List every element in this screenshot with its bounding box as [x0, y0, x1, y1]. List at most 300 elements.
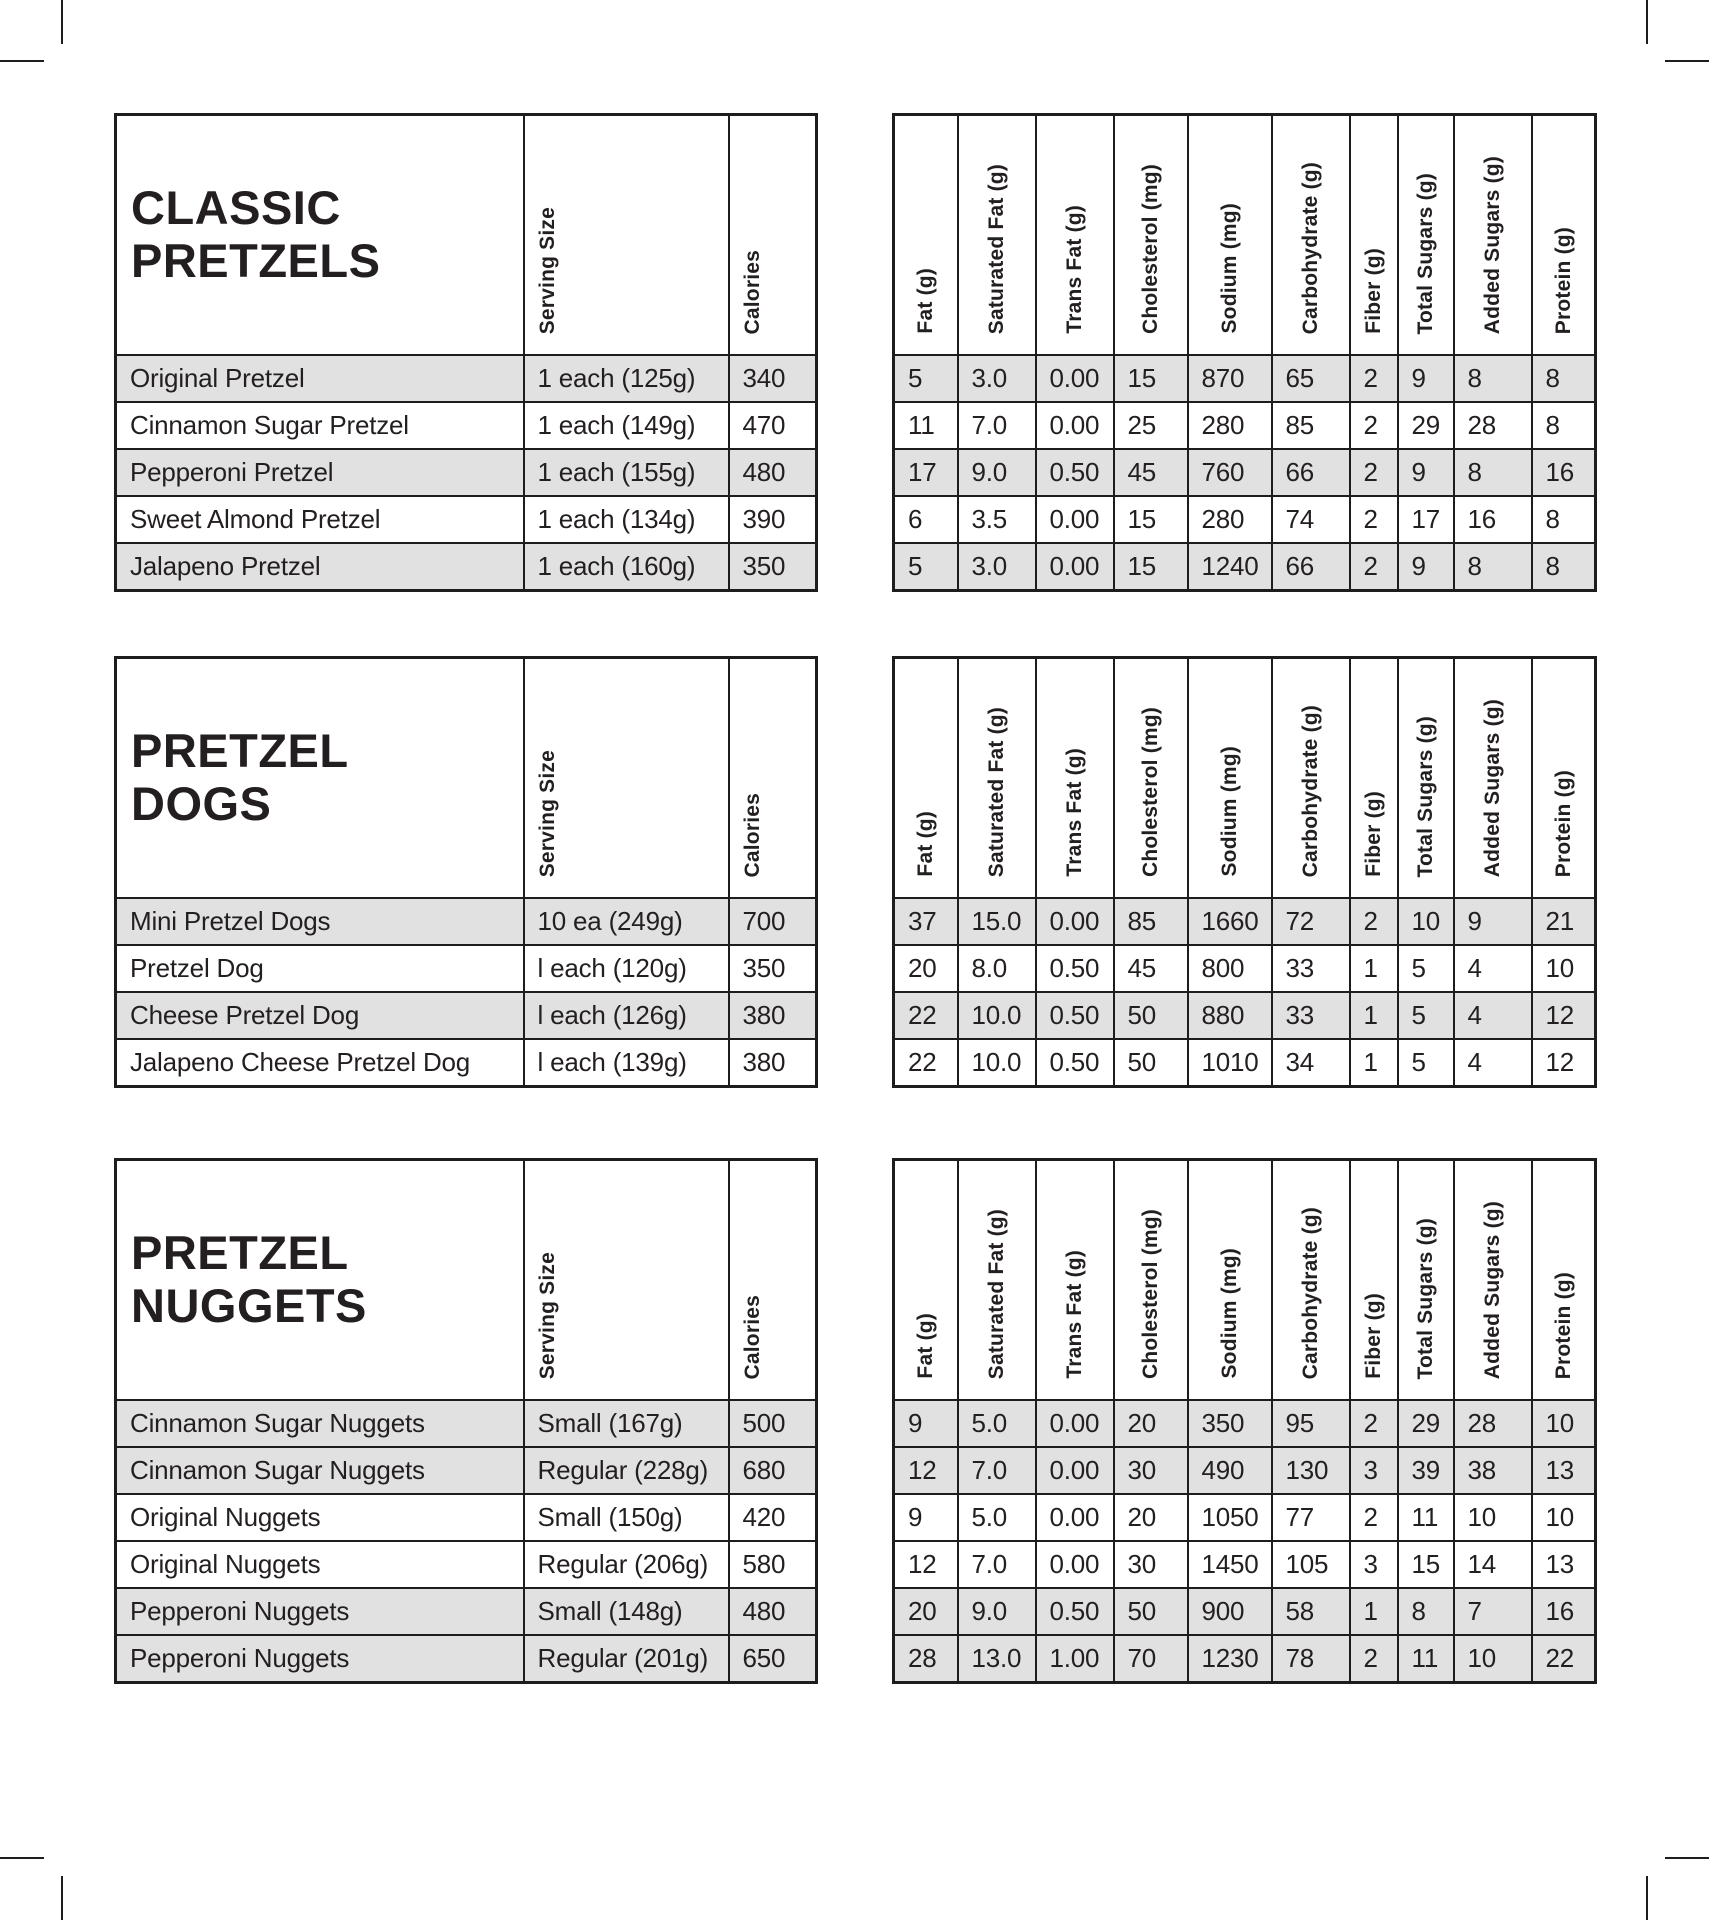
nutrient-value-cell: 29 — [1398, 1400, 1454, 1447]
nutrient-value-cell: 1230 — [1188, 1635, 1272, 1683]
nutrient-value-cell: 6 — [894, 496, 958, 543]
nutrient-header-label: Fiber (g) — [1362, 791, 1385, 877]
nutrient-value-cell: 22 — [1532, 1635, 1596, 1683]
nutrient-value-cell: 1 — [1350, 945, 1398, 992]
table-row — [116, 1494, 817, 1541]
nutrient-header-label: Trans Fat (g) — [1063, 1250, 1086, 1379]
table-row — [894, 1494, 1596, 1541]
nutrient-value-cell: 30 — [1114, 1541, 1188, 1588]
section-title-line: DOGS — [131, 777, 272, 830]
crop-mark-top-left-vertical — [61, 0, 63, 44]
col-header-saturated-fat-g — [958, 115, 1036, 356]
nutrient-value-cell: 1660 — [1188, 898, 1272, 945]
nutrient-value-cell: 85 — [1114, 898, 1188, 945]
section-title-line: PRETZEL — [131, 724, 349, 778]
nutrient-header-label: Cholesterol (mg) — [1139, 706, 1162, 877]
nutrient-header-label: Added Sugars (g) — [1481, 1200, 1504, 1379]
nutrient-value-cell: 16 — [1532, 1588, 1596, 1635]
nutrient-header-label: Saturated Fat (g) — [985, 1208, 1008, 1379]
item-name-cell: Cinnamon Sugar Nuggets — [116, 1400, 524, 1447]
serving-size-cell: l each (139g) — [524, 1039, 729, 1087]
nutrient-header-label: Carbohydrate (g) — [1299, 704, 1322, 877]
nutrient-header-label: Fiber (g) — [1362, 248, 1385, 334]
nutrient-value-cell: 50 — [1114, 1039, 1188, 1087]
nutrient-value-cell: 1 — [1350, 1588, 1398, 1635]
nutrient-value-cell: 0.00 — [1036, 402, 1114, 449]
nutrient-header-label: Protein (g) — [1551, 1271, 1575, 1379]
item-name-cell: Pretzel Dog — [116, 945, 524, 992]
col-header-protein-g — [1532, 115, 1596, 356]
serving-size-cell: Regular (228g) — [524, 1447, 729, 1494]
nutrient-value-cell: 8.0 — [958, 945, 1036, 992]
nutrient-value-cell: 280 — [1188, 402, 1272, 449]
serving-size-cell: l each (126g) — [524, 992, 729, 1039]
table-row — [894, 496, 1596, 543]
nutrient-value-cell: 39 — [1398, 1447, 1454, 1494]
nutrient-value-cell: 8 — [1532, 543, 1596, 591]
items-table-classic-pretzels — [114, 113, 818, 592]
nutrient-value-cell: 0.50 — [1036, 1039, 1114, 1087]
nutrient-value-cell: 21 — [1532, 898, 1596, 945]
serving-size-cell: 1 each (155g) — [524, 449, 729, 496]
table-row — [894, 992, 1596, 1039]
nutrient-value-cell: 70 — [1114, 1635, 1188, 1683]
nutrient-value-cell: 2 — [1350, 898, 1398, 945]
nutrient-value-cell: 760 — [1188, 449, 1272, 496]
nutrient-value-cell: 65 — [1272, 355, 1350, 402]
nutrient-value-cell: 0.50 — [1036, 992, 1114, 1039]
nutrient-value-cell: 490 — [1188, 1447, 1272, 1494]
item-name-cell: Original Pretzel — [116, 355, 524, 402]
col-header-fiber-g — [1350, 1160, 1398, 1401]
nutrient-header-label: Added Sugars (g) — [1481, 155, 1504, 334]
calories-cell: 580 — [729, 1541, 817, 1588]
nutrient-value-cell: 2 — [1350, 496, 1398, 543]
item-name-cell: Cinnamon Sugar Nuggets — [116, 1447, 524, 1494]
calories-cell: 500 — [729, 1400, 817, 1447]
nutrient-value-cell: 9.0 — [958, 1588, 1036, 1635]
calories-cell: 380 — [729, 992, 817, 1039]
nutrient-value-cell: 2 — [1350, 1494, 1398, 1541]
crop-mark-bottom-right-vertical — [1646, 1876, 1648, 1920]
nutrient-value-cell: 10 — [1532, 945, 1596, 992]
calories-cell: 380 — [729, 1039, 817, 1087]
table-row — [116, 449, 817, 496]
nutrient-header-label: Sodium (mg) — [1218, 746, 1241, 877]
calories-cell: 390 — [729, 496, 817, 543]
section-title-line: PRETZELS — [131, 234, 381, 287]
serving-size-cell: Small (148g) — [524, 1588, 729, 1635]
nutrient-value-cell: 20 — [894, 945, 958, 992]
serving-size-label: Serving Size — [535, 1251, 559, 1379]
nutrient-value-cell: 11 — [1398, 1494, 1454, 1541]
nutrient-value-cell: 280 — [1188, 496, 1272, 543]
calories-cell: 350 — [729, 543, 817, 591]
nutrient-value-cell: 16 — [1454, 496, 1532, 543]
nutrient-value-cell: 28 — [1454, 402, 1532, 449]
nutrient-header-label: Fat (g) — [914, 268, 938, 334]
nutrient-header-label: Cholesterol (mg) — [1139, 1208, 1162, 1379]
nutrient-header-label: Trans Fat (g) — [1063, 748, 1086, 877]
table-row — [894, 1447, 1596, 1494]
nutrient-value-cell: 12 — [1532, 1039, 1596, 1087]
nutrient-value-cell: 2 — [1350, 1635, 1398, 1683]
nutrient-header-label: Added Sugars (g) — [1481, 698, 1504, 877]
nutrient-value-cell: 1.00 — [1036, 1635, 1114, 1683]
item-name-cell: Mini Pretzel Dogs — [116, 898, 524, 945]
nutrient-value-cell: 15 — [1114, 496, 1188, 543]
nutrient-value-cell: 7.0 — [958, 1447, 1036, 1494]
nutrient-value-cell: 74 — [1272, 496, 1350, 543]
table-row — [116, 543, 817, 591]
crop-mark-top-right-vertical — [1646, 0, 1648, 44]
table-row — [894, 1039, 1596, 1087]
col-header-added-sugars-g — [1454, 1160, 1532, 1401]
nutrient-value-cell: 45 — [1114, 945, 1188, 992]
table-row — [116, 1635, 817, 1683]
serving-size-cell: 1 each (125g) — [524, 355, 729, 402]
col-header-fat-g — [894, 1160, 958, 1401]
nutrient-value-cell: 9 — [1454, 898, 1532, 945]
calories-cell: 480 — [729, 1588, 817, 1635]
nutrient-value-cell: 15.0 — [958, 898, 1036, 945]
item-name-cell: Jalapeno Cheese Pretzel Dog — [116, 1039, 524, 1087]
nutrient-value-cell: 29 — [1398, 402, 1454, 449]
col-header-cholesterol-mg — [1114, 658, 1188, 899]
nutrient-value-cell: 25 — [1114, 402, 1188, 449]
nutrient-value-cell: 12 — [894, 1541, 958, 1588]
nutrient-value-cell: 9 — [1398, 543, 1454, 591]
serving-size-cell: Small (150g) — [524, 1494, 729, 1541]
serving-size-cell: Small (167g) — [524, 1400, 729, 1447]
calories-cell: 650 — [729, 1635, 817, 1683]
col-header-added-sugars-g — [1454, 115, 1532, 356]
table-row — [894, 543, 1596, 591]
nutrient-value-cell: 1 — [1350, 992, 1398, 1039]
nutrient-value-cell: 22 — [894, 992, 958, 1039]
nutrient-value-cell: 4 — [1454, 1039, 1532, 1087]
nutrition-header-row — [894, 658, 1596, 899]
col-header-carbohydrate-g — [1272, 658, 1350, 899]
nutrient-value-cell: 15 — [1114, 543, 1188, 591]
col-header-fiber-g — [1350, 115, 1398, 356]
nutrient-value-cell: 11 — [1398, 1635, 1454, 1683]
nutrient-value-cell: 8 — [1532, 355, 1596, 402]
col-header-saturated-fat-g — [958, 658, 1036, 899]
col-header-protein-g — [1532, 658, 1596, 899]
table-row — [894, 898, 1596, 945]
crop-mark-bottom-right-horizontal — [1665, 1857, 1709, 1859]
nutrient-header-label: Total Sugars (g) — [1414, 172, 1437, 334]
nutrition-header-row — [894, 115, 1596, 356]
nutrient-value-cell: 17 — [1398, 496, 1454, 543]
table-row — [116, 402, 817, 449]
nutrient-header-label: Total Sugars (g) — [1414, 1217, 1437, 1379]
nutrition-header-row — [894, 1160, 1596, 1401]
nutrient-value-cell: 9 — [1398, 449, 1454, 496]
nutrient-value-cell: 870 — [1188, 355, 1272, 402]
nutrient-value-cell: 66 — [1272, 449, 1350, 496]
nutrient-value-cell: 5 — [894, 355, 958, 402]
nutrient-value-cell: 28 — [1454, 1400, 1532, 1447]
nutrient-value-cell: 58 — [1272, 1588, 1350, 1635]
nutrient-value-cell: 20 — [894, 1588, 958, 1635]
nutrient-value-cell: 2 — [1350, 1400, 1398, 1447]
items-table-pretzel-dogs — [114, 656, 818, 1088]
col-header-protein-g — [1532, 1160, 1596, 1401]
calories-label: Calories — [740, 1294, 764, 1379]
col-header-calories — [729, 658, 817, 899]
nutrient-header-label: Fat (g) — [914, 1313, 938, 1379]
nutrient-header-label: Protein (g) — [1551, 226, 1575, 334]
serving-size-label: Serving Size — [535, 206, 559, 334]
item-name-cell: Cheese Pretzel Dog — [116, 992, 524, 1039]
crop-mark-bottom-left-vertical — [61, 1876, 63, 1920]
nutrient-value-cell: 22 — [894, 1039, 958, 1087]
nutrient-header-label: Fat (g) — [914, 811, 938, 877]
section-title — [116, 658, 524, 899]
nutrient-value-cell: 20 — [1114, 1400, 1188, 1447]
nutrient-value-cell: 33 — [1272, 945, 1350, 992]
nutrient-value-cell: 77 — [1272, 1494, 1350, 1541]
item-name-cell: Pepperoni Nuggets — [116, 1635, 524, 1683]
nutrient-value-cell: 9 — [894, 1494, 958, 1541]
nutrient-value-cell: 5 — [1398, 945, 1454, 992]
nutrient-value-cell: 10 — [1398, 898, 1454, 945]
nutrient-value-cell: 28 — [894, 1635, 958, 1683]
table-row — [894, 945, 1596, 992]
nutrient-value-cell: 350 — [1188, 1400, 1272, 1447]
nutrient-header-label: Total Sugars (g) — [1414, 715, 1437, 877]
nutrient-value-cell: 0.00 — [1036, 543, 1114, 591]
nutrient-value-cell: 0.00 — [1036, 898, 1114, 945]
col-header-sodium-mg — [1188, 658, 1272, 899]
nutrient-value-cell: 10 — [1454, 1494, 1532, 1541]
nutrient-value-cell: 8 — [1532, 496, 1596, 543]
nutrient-value-cell: 7.0 — [958, 402, 1036, 449]
section-title — [116, 115, 524, 356]
calories-cell: 340 — [729, 355, 817, 402]
nutrient-value-cell: 8 — [1532, 402, 1596, 449]
nutrient-value-cell: 33 — [1272, 992, 1350, 1039]
item-name-cell: Cinnamon Sugar Pretzel — [116, 402, 524, 449]
table-row — [116, 1400, 817, 1447]
nutrient-value-cell: 9 — [894, 1400, 958, 1447]
col-header-calories — [729, 1160, 817, 1401]
table-row — [894, 449, 1596, 496]
nutrient-value-cell: 2 — [1350, 402, 1398, 449]
crop-mark-top-right-horizontal — [1665, 60, 1709, 62]
calories-cell: 420 — [729, 1494, 817, 1541]
serving-size-label: Serving Size — [535, 749, 559, 877]
col-header-cholesterol-mg — [1114, 1160, 1188, 1401]
nutrient-header-label: Protein (g) — [1551, 769, 1575, 877]
col-header-carbohydrate-g — [1272, 115, 1350, 356]
nutrient-value-cell: 20 — [1114, 1494, 1188, 1541]
col-header-cholesterol-mg — [1114, 115, 1188, 356]
nutrient-header-label: Fiber (g) — [1362, 1293, 1385, 1379]
nutrient-value-cell: 16 — [1532, 449, 1596, 496]
nutrient-value-cell: 0.00 — [1036, 496, 1114, 543]
table-row — [894, 402, 1596, 449]
item-name-cell: Original Nuggets — [116, 1541, 524, 1588]
section-title-line: PRETZEL — [131, 1226, 349, 1280]
col-header-total-sugars-g — [1398, 1160, 1454, 1401]
nutrient-value-cell: 5.0 — [958, 1400, 1036, 1447]
nutrient-value-cell: 4 — [1454, 945, 1532, 992]
nutrient-value-cell: 66 — [1272, 543, 1350, 591]
col-header-fiber-g — [1350, 658, 1398, 899]
col-header-trans-fat-g — [1036, 658, 1114, 899]
nutrient-value-cell: 95 — [1272, 1400, 1350, 1447]
nutrient-value-cell: 0.50 — [1036, 1588, 1114, 1635]
nutrient-value-cell: 13 — [1532, 1541, 1596, 1588]
nutrient-value-cell: 9.0 — [958, 449, 1036, 496]
col-header-serving-size — [524, 115, 729, 356]
table-row — [116, 945, 817, 992]
nutrient-value-cell: 38 — [1454, 1447, 1532, 1494]
table-row — [116, 898, 817, 945]
nutrient-header-label: Cholesterol (mg) — [1139, 163, 1162, 334]
crop-mark-bottom-left-horizontal — [0, 1857, 44, 1859]
nutrient-value-cell: 8 — [1454, 355, 1532, 402]
nutrient-value-cell: 15 — [1398, 1541, 1454, 1588]
nutrient-value-cell: 50 — [1114, 1588, 1188, 1635]
crop-mark-top-left-horizontal — [0, 60, 44, 62]
col-header-saturated-fat-g — [958, 1160, 1036, 1401]
table-row — [116, 496, 817, 543]
table-row — [116, 355, 817, 402]
serving-size-cell: 1 each (134g) — [524, 496, 729, 543]
nutrient-value-cell: 5 — [1398, 1039, 1454, 1087]
calories-cell: 680 — [729, 1447, 817, 1494]
table-row — [894, 1588, 1596, 1635]
serving-size-cell: Regular (206g) — [524, 1541, 729, 1588]
nutrient-value-cell: 900 — [1188, 1588, 1272, 1635]
col-header-total-sugars-g — [1398, 115, 1454, 356]
nutrient-value-cell: 880 — [1188, 992, 1272, 1039]
col-header-trans-fat-g — [1036, 1160, 1114, 1401]
nutrient-value-cell: 5 — [1398, 992, 1454, 1039]
table-row — [116, 1447, 817, 1494]
calories-cell: 470 — [729, 402, 817, 449]
nutrient-value-cell: 8 — [1398, 1588, 1454, 1635]
nutrient-value-cell: 3.5 — [958, 496, 1036, 543]
nutrient-value-cell: 9 — [1398, 355, 1454, 402]
calories-label: Calories — [740, 249, 764, 334]
table-row — [894, 355, 1596, 402]
nutrient-value-cell: 10 — [1532, 1400, 1596, 1447]
nutrient-header-label: Saturated Fat (g) — [985, 163, 1008, 334]
nutrient-value-cell: 5.0 — [958, 1494, 1036, 1541]
nutrient-value-cell: 3.0 — [958, 543, 1036, 591]
col-header-added-sugars-g — [1454, 658, 1532, 899]
nutrient-header-label: Carbohydrate (g) — [1299, 161, 1322, 334]
serving-size-cell: 10 ea (249g) — [524, 898, 729, 945]
table-row — [116, 992, 817, 1039]
nutrient-value-cell: 10.0 — [958, 1039, 1036, 1087]
nutrient-value-cell: 1050 — [1188, 1494, 1272, 1541]
items-header-row — [116, 115, 817, 356]
calories-cell: 350 — [729, 945, 817, 992]
col-header-calories — [729, 115, 817, 356]
nutrient-value-cell: 0.50 — [1036, 449, 1114, 496]
nutrient-value-cell: 12 — [1532, 992, 1596, 1039]
col-header-carbohydrate-g — [1272, 1160, 1350, 1401]
nutrient-value-cell: 13.0 — [958, 1635, 1036, 1683]
col-header-serving-size — [524, 1160, 729, 1401]
nutrient-header-label: Carbohydrate (g) — [1299, 1206, 1322, 1379]
nutrient-value-cell: 3 — [1350, 1447, 1398, 1494]
serving-size-cell: 1 each (160g) — [524, 543, 729, 591]
nutrient-value-cell: 2 — [1350, 449, 1398, 496]
nutrient-value-cell: 17 — [894, 449, 958, 496]
serving-size-cell: Regular (201g) — [524, 1635, 729, 1683]
col-header-fat-g — [894, 658, 958, 899]
nutrient-value-cell: 15 — [1114, 355, 1188, 402]
nutrient-value-cell: 8 — [1454, 543, 1532, 591]
nutrient-value-cell: 1450 — [1188, 1541, 1272, 1588]
nutrient-value-cell: 4 — [1454, 992, 1532, 1039]
col-header-fat-g — [894, 115, 958, 356]
nutrient-header-label: Saturated Fat (g) — [985, 706, 1008, 877]
nutrient-value-cell: 0.00 — [1036, 1400, 1114, 1447]
nutrient-value-cell: 10 — [1532, 1494, 1596, 1541]
calories-cell: 480 — [729, 449, 817, 496]
nutrient-header-label: Trans Fat (g) — [1063, 205, 1086, 334]
nutrient-value-cell: 800 — [1188, 945, 1272, 992]
section-title — [116, 1160, 524, 1401]
nutrient-value-cell: 1 — [1350, 1039, 1398, 1087]
item-name-cell: Sweet Almond Pretzel — [116, 496, 524, 543]
item-name-cell: Pepperoni Pretzel — [116, 449, 524, 496]
nutrient-value-cell: 3.0 — [958, 355, 1036, 402]
nutrient-value-cell: 0.00 — [1036, 1541, 1114, 1588]
nutrient-value-cell: 7.0 — [958, 1541, 1036, 1588]
col-header-sodium-mg — [1188, 1160, 1272, 1401]
item-name-cell: Jalapeno Pretzel — [116, 543, 524, 591]
nutrient-value-cell: 11 — [894, 402, 958, 449]
nutrient-value-cell: 1240 — [1188, 543, 1272, 591]
section-title-line: CLASSIC — [131, 181, 341, 235]
table-row — [116, 1039, 817, 1087]
nutrient-value-cell: 85 — [1272, 402, 1350, 449]
nutrient-value-cell: 8 — [1454, 449, 1532, 496]
items-header-row — [116, 658, 817, 899]
nutrient-value-cell: 72 — [1272, 898, 1350, 945]
item-name-cell: Original Nuggets — [116, 1494, 524, 1541]
nutrient-value-cell: 5 — [894, 543, 958, 591]
nutrient-value-cell: 34 — [1272, 1039, 1350, 1087]
nutrient-value-cell: 0.00 — [1036, 1447, 1114, 1494]
nutrient-value-cell: 10 — [1454, 1635, 1532, 1683]
table-row — [894, 1400, 1596, 1447]
nutrient-value-cell: 0.00 — [1036, 355, 1114, 402]
nutrient-value-cell: 0.00 — [1036, 1494, 1114, 1541]
col-header-serving-size — [524, 658, 729, 899]
nutrient-value-cell: 2 — [1350, 355, 1398, 402]
calories-label: Calories — [740, 792, 764, 877]
items-table-pretzel-nuggets — [114, 1158, 818, 1684]
col-header-sodium-mg — [1188, 115, 1272, 356]
nutrient-value-cell: 50 — [1114, 992, 1188, 1039]
nutrient-value-cell: 130 — [1272, 1447, 1350, 1494]
nutrient-value-cell: 13 — [1532, 1447, 1596, 1494]
table-row — [894, 1541, 1596, 1588]
nutrient-header-label: Sodium (mg) — [1218, 1248, 1241, 1379]
nutrient-value-cell: 3 — [1350, 1541, 1398, 1588]
nutrient-value-cell: 30 — [1114, 1447, 1188, 1494]
